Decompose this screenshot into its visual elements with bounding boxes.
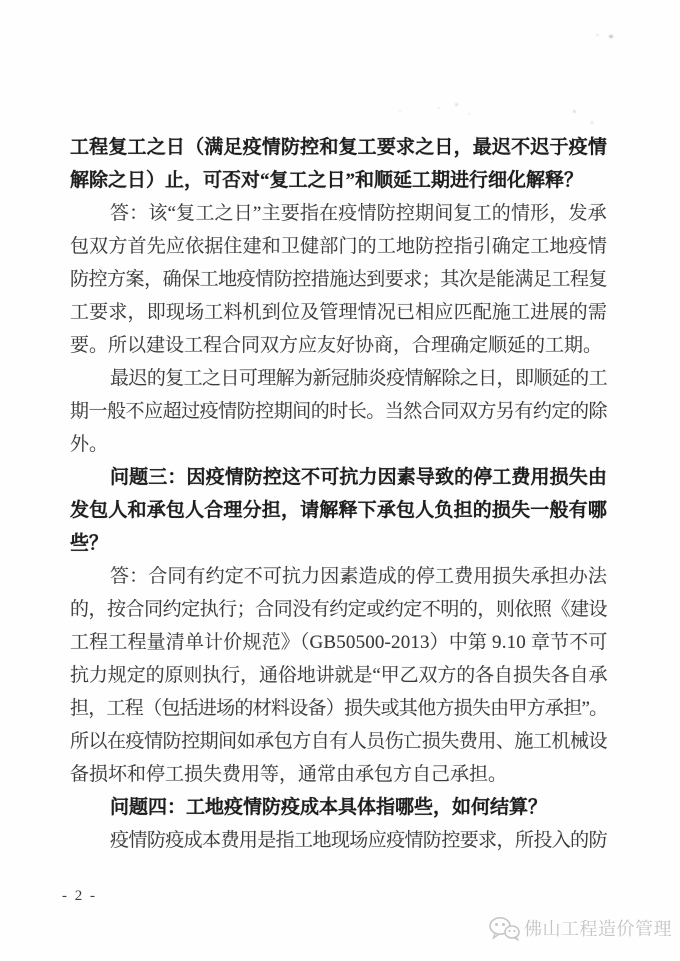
scan-noise <box>573 110 576 113</box>
text-line <box>70 263 607 296</box>
text-line <box>70 197 607 230</box>
text-line-content: 发包人和承包人合理分担，请解释下承包人负担的损失一般有哪 <box>70 500 608 521</box>
text-line-content: 期一般不应超过疫情防控期间的时长。当然合同双方另有约定的除 <box>70 401 608 422</box>
text-line <box>70 362 607 395</box>
text-line-content: 答：合同有约定不可抗力因素造成的停工费用损失承担办法 <box>110 566 608 587</box>
page-number: - 2 - <box>62 888 97 904</box>
text-line <box>70 692 607 725</box>
text-line <box>70 527 607 560</box>
scan-noise <box>438 107 440 109</box>
text-line-content: 要。所以建设工程合同双方应友好协商，合理确定顺延的工期。 <box>70 335 603 356</box>
scan-noise <box>609 35 613 38</box>
scan-noise <box>591 121 593 124</box>
text-line <box>70 230 607 263</box>
text-line-content: 备损坏和停工损失费用等，通常由承包方自己承担。 <box>70 764 508 785</box>
scan-noise <box>468 113 470 115</box>
text-line-content: 问题三：因疫情防控这不可抗力因素导致的停工费用损失由 <box>110 467 608 488</box>
watermark <box>488 915 672 941</box>
text-line-content: 些？ <box>70 533 109 554</box>
text-line <box>70 659 607 692</box>
text-line <box>70 164 607 197</box>
text-line-content: 问题四：工地疫情防疫成本具体指哪些，如何结算？ <box>110 797 548 818</box>
text-line <box>70 329 607 362</box>
text-line-content: 担，工程（包括进场的材料设备）损失或其他方损失由甲方承担”。 <box>70 698 608 719</box>
wechat-logo-icon <box>488 916 520 941</box>
text-line <box>70 626 607 659</box>
text-line <box>70 725 607 758</box>
text-line-content: 外。 <box>70 434 109 455</box>
text-line-content: 工要求，即现场工料机到位及管理情况已相应匹配施工进展的需 <box>70 302 608 323</box>
text-line <box>70 461 607 494</box>
watermark-text: 佛山工程造价管理 <box>524 919 672 939</box>
scan-noise <box>596 34 599 36</box>
text-line <box>70 131 607 164</box>
text-line-content: 解除之日）止，可否对“复工之日”和顺延工期进行细化解释？ <box>70 170 584 191</box>
text-line-content: 包双方首先应依据住建和卫健部门的工地防控指引确定工地疫情 <box>70 236 608 257</box>
text-line-content: 防控方案，确保工地疫情防控措施达到要求；其次是能满足工程复 <box>70 269 608 290</box>
scan-noise <box>399 110 401 112</box>
text-line-content: 所以在疫情防控期间如承包方自有人员伤亡损失费用、施工机械设 <box>70 731 608 752</box>
document-body <box>70 131 607 857</box>
text-line-content: 答：该“复工之日”主要指在疫情防控期间复工的情形，发承 <box>110 203 607 224</box>
text-line <box>70 758 607 791</box>
text-line <box>70 560 607 593</box>
scan-noise <box>455 103 458 106</box>
text-line <box>70 593 607 626</box>
text-line <box>70 395 607 428</box>
text-line <box>70 494 607 527</box>
text-line-content: 疫情防疫成本费用是指工地现场应疫情防控要求，所投入的防 <box>110 830 608 851</box>
text-line-content: 工程工程量清单计价规范》（GB50500-2013）中第 9.10 章节不可 <box>70 632 608 653</box>
text-line-content: 的，按合同约定执行；合同没有约定或约定不明的，则依照《建设 <box>70 599 608 620</box>
text-line <box>70 428 607 461</box>
text-line <box>70 791 607 824</box>
text-line <box>70 296 607 329</box>
text-line <box>70 824 607 857</box>
text-line-content: 最迟的复工之日可理解为新冠肺炎疫情解除之日，即顺延的工 <box>110 368 608 389</box>
text-line-content: 工程复工之日（满足疫情防控和复工要求之日，最迟不迟于疫情 <box>70 137 608 158</box>
text-line-content: 抗力规定的原则执行，通俗地讲就是“甲乙双方的各自损失各自承 <box>70 665 608 686</box>
